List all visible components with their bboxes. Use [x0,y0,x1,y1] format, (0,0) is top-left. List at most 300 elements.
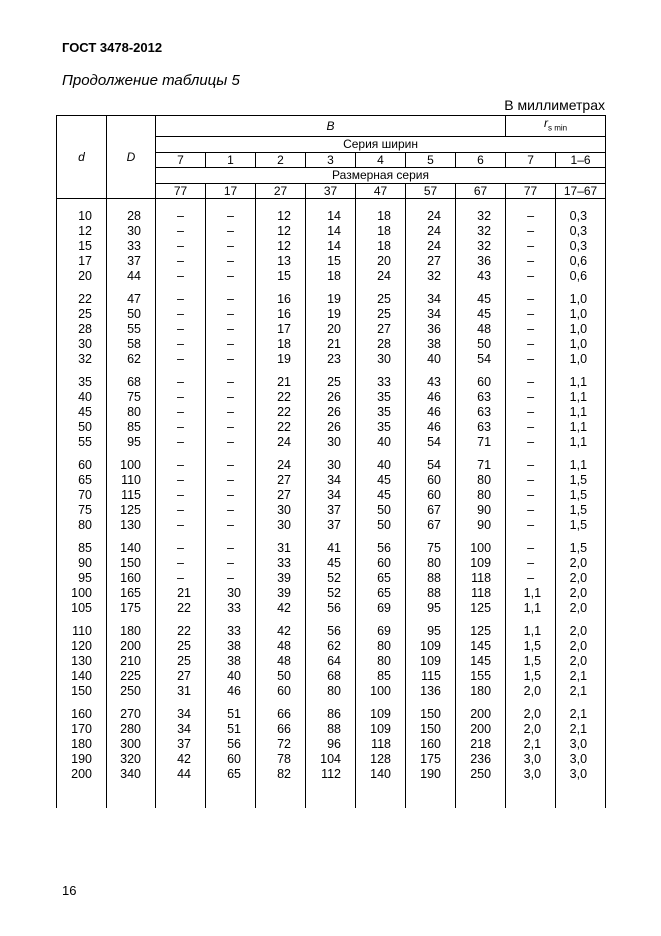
table-cell: 2,0 [556,654,606,669]
table-cell: 2,0 [506,722,556,737]
table-cell: 210 [107,654,156,669]
table-cell: 17 [256,322,306,337]
table-cell: 50 [356,503,406,518]
table-cell: 18 [356,224,406,239]
table-cell: 22 [256,405,306,420]
table-cell: 85 [107,420,156,435]
table-cell: 69 [356,601,406,616]
size-series-cell-7: 77 [506,183,556,199]
table-cell: 37 [107,254,156,269]
table-cell: – [156,254,206,269]
table-cell: 40 [356,435,406,450]
table-cell: 35 [356,420,406,435]
table-cell: 50 [256,669,306,684]
table-cell: 21 [156,586,206,601]
table-cell: – [206,209,256,224]
table-row [57,624,606,639]
table-row [57,722,606,737]
table-row [57,405,606,420]
table-cell: 63 [456,420,506,435]
table-cell: 140 [57,669,107,684]
table-cell: 0,3 [556,224,606,239]
table-cell: 115 [406,669,456,684]
table-cell: 25 [356,292,406,307]
table-cell: 65 [356,571,406,586]
table-cell: 67 [406,518,456,533]
table-cell: 30 [356,352,406,367]
table-cell: 250 [107,684,156,699]
table-cell: 60 [356,556,406,571]
table-cell: 1,5 [556,503,606,518]
table-row [57,292,606,307]
table-cell: – [206,458,256,473]
table-cell: 13 [256,254,306,269]
table-cell: 125 [456,601,506,616]
table-cell: – [506,239,556,254]
table-cell: – [156,458,206,473]
table-cell: 75 [406,541,456,556]
table-cell: – [206,503,256,518]
table-cell: – [206,420,256,435]
table-row [57,707,606,722]
units-label: В миллиметрах [504,97,605,113]
table-cell: 16 [256,307,306,322]
width-series-cell-5: 5 [406,152,456,167]
table-cell: – [156,239,206,254]
table-cell: 140 [107,541,156,556]
table-cell: 0,3 [556,239,606,254]
bearing-dimensions-table [56,115,606,808]
header-width-series: Серия ширин [156,137,606,152]
size-series-cell-5: 57 [406,183,456,199]
table-row [57,375,606,390]
table-cell: 125 [456,624,506,639]
table-cell: 10 [57,209,107,224]
table-cell: – [506,269,556,284]
table-cell: 1,1 [506,624,556,639]
table-cell: 12 [256,239,306,254]
table-cell: 140 [356,767,406,782]
table-cell: 35 [356,405,406,420]
table-cell: 85 [57,541,107,556]
table-cell: 200 [456,707,506,722]
table-cell: 48 [256,654,306,669]
table-cell: 24 [406,224,456,239]
table-cell: 44 [107,269,156,284]
table-cell: 3,0 [506,767,556,782]
table-cell: – [506,556,556,571]
standard-title: ГОСТ 3478-2012 [62,40,163,55]
table-cell: 0,3 [556,209,606,224]
table-cell: 150 [406,722,456,737]
table-cell: 125 [107,503,156,518]
table-cell: 104 [306,752,356,767]
table-cell: – [156,337,206,352]
table-cell: 24 [256,435,306,450]
table-cell: 30 [107,224,156,239]
table-cell: 25 [156,654,206,669]
table-cell: – [156,322,206,337]
table-cell: 42 [156,752,206,767]
table-cell: 1,1 [506,586,556,601]
table-cell: 47 [107,292,156,307]
table-cell: 58 [107,337,156,352]
table-cell: 67 [406,503,456,518]
table-row [57,518,606,533]
table-cell: 38 [406,337,456,352]
table-cell: 56 [306,624,356,639]
table-cell: 150 [406,707,456,722]
table-cell: 1,5 [506,654,556,669]
table-cell: 21 [306,337,356,352]
width-series-cell-7: 7 [506,152,556,167]
table-cell: 46 [206,684,256,699]
table-cell: 48 [456,322,506,337]
table-cell: 45 [57,405,107,420]
table-cell: 52 [306,586,356,601]
table-cell: 110 [57,624,107,639]
table-cell: 18 [356,239,406,254]
table-cell: 320 [107,752,156,767]
table-cell: 110 [107,473,156,488]
table-cell: – [506,420,556,435]
table-cell: 1,1 [506,601,556,616]
size-series-cell-6: 67 [456,183,506,199]
table-cell: 1,1 [556,390,606,405]
table-cell: 3,0 [556,767,606,782]
table-cell: – [156,375,206,390]
size-series-cell-2: 27 [256,183,306,199]
table-row [57,473,606,488]
table-cell: 27 [156,669,206,684]
table-cell: 27 [256,473,306,488]
table-cell: 62 [107,352,156,367]
table-cell: 160 [406,737,456,752]
table-cell: 60 [256,684,306,699]
table-cell: – [506,405,556,420]
table-cell: 115 [107,488,156,503]
table-cell: 46 [406,420,456,435]
table-cell: 1,1 [556,435,606,450]
table-cell: 55 [107,322,156,337]
table-cell: 2,0 [556,624,606,639]
table-cell: – [206,488,256,503]
table-cell: 45 [356,488,406,503]
table-cell: – [206,390,256,405]
table-cell: 44 [156,767,206,782]
table-cell: 45 [356,473,406,488]
table-cell: 70 [57,488,107,503]
width-series-cell-4: 4 [356,152,406,167]
table-cell: 22 [156,624,206,639]
table-cell: 90 [456,518,506,533]
table-cell: 80 [356,639,406,654]
table-cell: 27 [356,322,406,337]
table-cell: 109 [456,556,506,571]
table-cell: 25 [57,307,107,322]
table-cell: 80 [456,473,506,488]
table-cell: – [156,292,206,307]
table-cell: 60 [206,752,256,767]
table-body [57,199,606,809]
table-cell: – [206,322,256,337]
table-cell: 14 [306,224,356,239]
table-cell: 60 [406,473,456,488]
table-cell: 100 [456,541,506,556]
table-cell: 28 [107,209,156,224]
table-cell: – [156,473,206,488]
table-cell: 63 [456,405,506,420]
width-series-cell-6: 6 [456,152,506,167]
table-cell: 68 [306,669,356,684]
table-cell: 12 [57,224,107,239]
table-cell: 16 [256,292,306,307]
table-cell: 218 [456,737,506,752]
table-row [57,488,606,503]
table-cell: 175 [107,601,156,616]
table-cell: 2,0 [556,556,606,571]
table-cell: – [506,209,556,224]
table-cell: – [206,337,256,352]
table-cell: – [156,503,206,518]
table-row [57,541,606,556]
table-cell: 18 [356,209,406,224]
width-series-cell-8: 1–6 [556,152,606,167]
table-cell: – [206,435,256,450]
table-row [57,586,606,601]
table-cell: 180 [107,624,156,639]
table-cell: – [506,435,556,450]
table-cell: – [506,503,556,518]
table-cell: 3,0 [556,737,606,752]
table-cell: 150 [107,556,156,571]
table-row [57,458,606,473]
table-cell: 160 [57,707,107,722]
table-cell: 26 [306,405,356,420]
table-cell: – [206,556,256,571]
table-cell: 1,1 [556,375,606,390]
table-row [57,322,606,337]
table-cell: 109 [356,722,406,737]
table-cell: 55 [57,435,107,450]
table-cell: – [156,420,206,435]
table-cell: 80 [57,518,107,533]
table-cell: 2,0 [506,684,556,699]
table-cell: 175 [406,752,456,767]
table-cell: 30 [256,503,306,518]
table-cell: – [506,375,556,390]
table-cell: 90 [57,556,107,571]
table-cell: 36 [456,254,506,269]
table-cell: 118 [456,586,506,601]
width-series-cell-2: 2 [256,152,306,167]
table-cell: 160 [107,571,156,586]
table-cell: – [506,541,556,556]
table-cell: 2,1 [506,737,556,752]
table-cell: 2,0 [556,639,606,654]
page-number: 16 [62,883,77,898]
table-cell: 17 [57,254,107,269]
table-cell: 21 [256,375,306,390]
table-cell: 250 [456,767,506,782]
size-series-cell-1: 17 [206,183,256,199]
table-cell: 52 [306,571,356,586]
table-cell: – [206,518,256,533]
width-series-cell-3: 3 [306,152,356,167]
table-row [57,654,606,669]
table-cell: 45 [456,307,506,322]
table-cell: 37 [306,503,356,518]
table-cell: – [506,518,556,533]
table-cell: 64 [306,654,356,669]
table-cell: 65 [356,586,406,601]
table-cell: 75 [57,503,107,518]
table-cell: 95 [406,624,456,639]
table-cell: – [506,571,556,586]
table-cell: 42 [256,601,306,616]
table-cell: 85 [356,669,406,684]
table-cell: 109 [356,707,406,722]
table-cell: 1,5 [506,639,556,654]
size-series-cell-8: 17–67 [556,183,606,199]
table-cell: 56 [306,601,356,616]
table-cell: 300 [107,737,156,752]
table-cell: 34 [306,473,356,488]
table-cell: 120 [57,639,107,654]
table-cell: 12 [256,224,306,239]
table-cell: 54 [406,458,456,473]
table-cell: 155 [456,669,506,684]
header-d: d [57,116,107,199]
table-cell: 14 [306,239,356,254]
table-cell: 78 [256,752,306,767]
table-cell: 20 [356,254,406,269]
table-cell: 26 [306,390,356,405]
table-cell: – [206,224,256,239]
table-cell: 38 [206,639,256,654]
table-cell: 27 [406,254,456,269]
table-cell: 60 [57,458,107,473]
table-cell: – [506,390,556,405]
table-cell: 112 [306,767,356,782]
table-cell: 32 [456,209,506,224]
table-cell: 30 [306,435,356,450]
table-cell: 45 [456,292,506,307]
table-cell: 3,0 [556,752,606,767]
table-cell: 88 [406,571,456,586]
table-cell: – [156,269,206,284]
table-row [57,420,606,435]
table-cell: – [156,209,206,224]
table-cell: 35 [57,375,107,390]
table-cell: 0,6 [556,254,606,269]
table-cell: – [506,473,556,488]
table-cell: 180 [57,737,107,752]
table-cell: 1,0 [556,307,606,322]
table-cell: 145 [456,654,506,669]
table-cell: – [206,307,256,322]
table-cell: 1,1 [556,458,606,473]
table-caption: Продолжение таблицы 5 [62,72,240,89]
table-cell: 18 [306,269,356,284]
width-series-cell-1: 1 [206,152,256,167]
table-cell: 24 [406,209,456,224]
table-row [57,639,606,654]
table-cell: 19 [306,307,356,322]
table-cell: 1,5 [556,518,606,533]
table-cell: 109 [406,654,456,669]
table-cell: – [506,292,556,307]
table-cell: 200 [456,722,506,737]
table-cell: – [206,541,256,556]
table-row [57,239,606,254]
table-cell: 33 [256,556,306,571]
size-series-cell-3: 37 [306,183,356,199]
table-cell: 56 [206,737,256,752]
table-cell: – [206,473,256,488]
table-cell: 14 [306,209,356,224]
table-cell: – [206,292,256,307]
table-cell: 31 [256,541,306,556]
table-cell: 51 [206,722,256,737]
table-cell: – [506,254,556,269]
table-cell: 32 [406,269,456,284]
table-cell: 31 [156,684,206,699]
table-cell: 32 [456,224,506,239]
table-cell: – [156,571,206,586]
table-cell: 19 [256,352,306,367]
table-cell: 18 [256,337,306,352]
table-cell: 15 [256,269,306,284]
table-cell: 15 [306,254,356,269]
table-row [57,224,606,239]
table-cell: 130 [107,518,156,533]
size-series-cell-4: 47 [356,183,406,199]
table-cell: – [206,239,256,254]
table-cell: 100 [57,586,107,601]
table-cell: 118 [356,737,406,752]
table-cell: – [156,390,206,405]
table-cell: 24 [406,239,456,254]
table-cell: – [206,405,256,420]
table-row [57,503,606,518]
table-cell: – [156,405,206,420]
table-cell: 80 [456,488,506,503]
table-cell: – [506,224,556,239]
table-cell: 43 [456,269,506,284]
table-cell: 34 [406,292,456,307]
table-cell: 90 [456,503,506,518]
table-cell: 28 [356,337,406,352]
table-cell: 88 [306,722,356,737]
table-cell: 27 [256,488,306,503]
table-cell: – [156,518,206,533]
table-cell: 35 [356,390,406,405]
size-series-cell-0: 77 [156,183,206,199]
table-cell: 25 [306,375,356,390]
table-cell: 72 [256,737,306,752]
table-row [57,684,606,699]
table-cell: 2,1 [556,684,606,699]
table-cell: 22 [256,390,306,405]
table-cell: 66 [256,707,306,722]
table-cell: 19 [306,292,356,307]
table-cell: 65 [57,473,107,488]
table-cell: 33 [206,601,256,616]
table-cell: – [206,269,256,284]
table-cell: 38 [206,654,256,669]
table-cell: 2,0 [556,571,606,586]
